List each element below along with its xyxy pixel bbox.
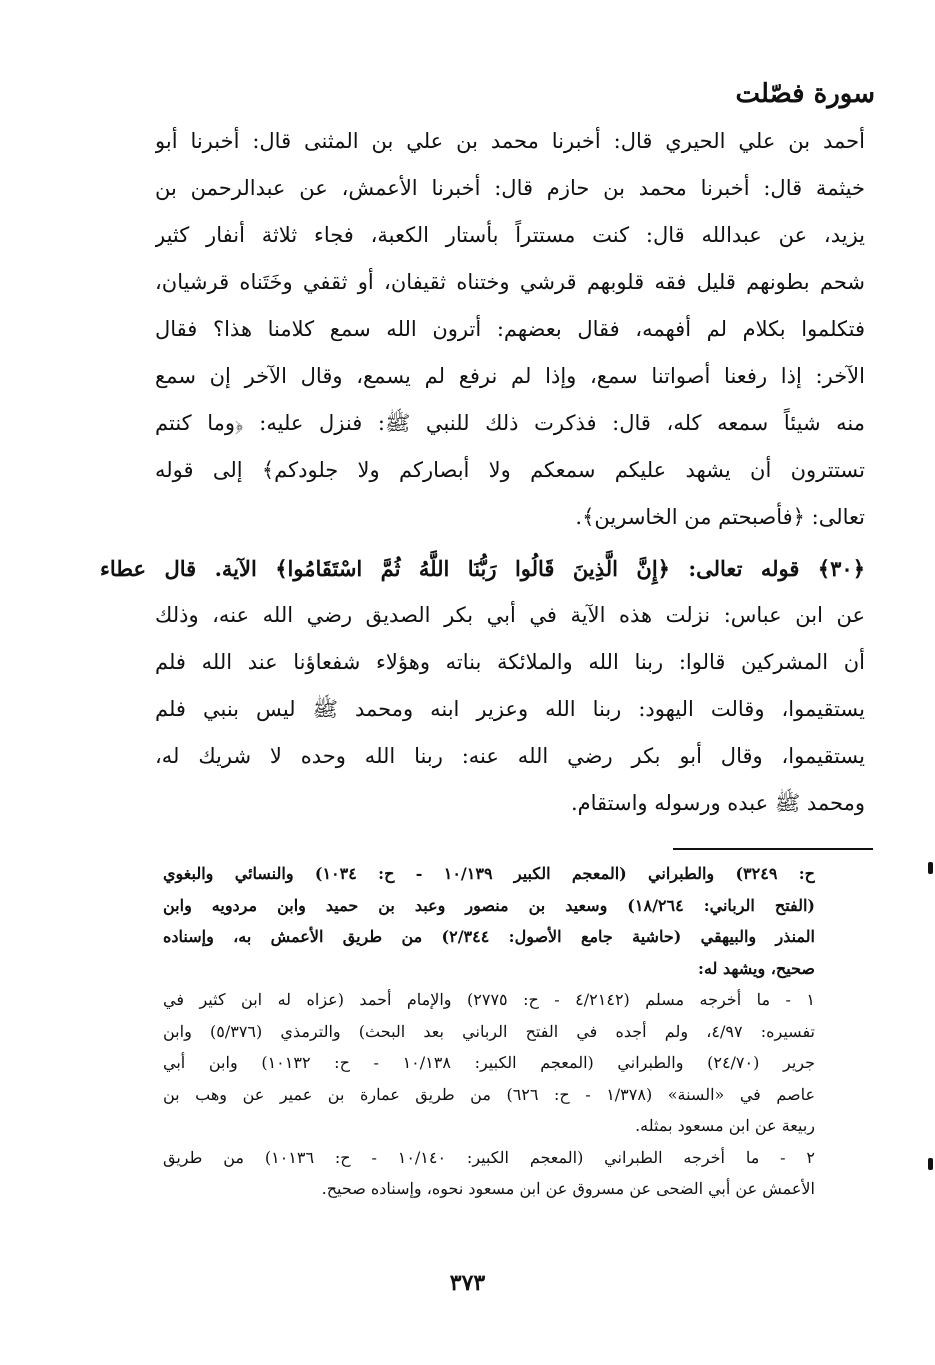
verse-heading-text: ﴿٣٠﴾ قوله تعالى: ﴿إِنَّ الَّذِينَ قَالُوا رَبُّنَا اللَّهُ ثُمَّ اسْتَقَامُوا﴾ الآية. قال عطاء [100,556,865,581]
text-line: خيثمة قال: أخبرنا محمد بن حازم قال: أخبرنا الأعمش، عن عبدالرحمن بن [155,176,865,200]
text-line: عن ابن عباس: نزلت هذه الآية في أبي بكر الصديق رضي الله عنه، وذلك [155,603,865,627]
footnote-line: ٢ - ما أخرجه الطبراني (المعجم الكبير: ١٠/١٤٠ - ح: ١٠١٣٦) من طريق [163,1147,815,1167]
footnote-line: المنذر والبيهقي (حاشية جامع الأصول: ٢/٣٤٤) من طريق الأعمش به، وإسناده [163,927,815,946]
footnote-line: الأعمش عن أبي الضحى عن مسروق عن ابن مسعود نحوه، وإسناده صحيح. [321,1179,815,1198]
text-line: الآخر: إذا رفعنا أصواتنا سمع، وإذا لم نرفع لم يسمع، وقال الآخر إن سمع [155,364,865,388]
footnote-line: عاصم في «السنة» (١/٣٧٨ - ح: ٦٢٦) من طريق عمارة بن عمير عن وهب بن [163,1084,815,1104]
footnote-line: صحيح، ويشهد له: [698,958,815,978]
footnote-line: ح: ٣٢٤٩) والطبراني (المعجم الكبير ١٠/١٣٩ - ح: ١٠٣٤) والنسائي والبغوي [163,864,815,883]
verse-commentary [155,592,865,827]
text-line: تستترون أن يشهد عليكم سمعكم ولا أبصاركم ولا جلودكم﴾ إلى قوله [155,458,865,482]
text-line: ومحمد ﷺ عبده ورسوله واستقام. [570,791,865,815]
footnote-line: (الفتح الرباني: ١٨/٢٦٤) وسعيد بن منصور وعبد بن حميد وابن مردويه وابن [163,895,815,915]
footnotes [163,858,815,1205]
footnote-line: ربيعة عن ابن مسعود بمثله. [635,1116,815,1135]
text-line: أحمد بن علي الحيري قال: أخبرنا محمد بن علي بن المثنى قال: أخبرنا أبو [155,129,865,153]
text-line: شحم بطونهم قليل فقه قلوبهم قرشي وختناه ثقيفان، أو ثقفي وخَتَناه قرشيان، [155,270,865,294]
verse-heading [100,545,865,592]
scan-mark [928,1158,933,1170]
text-line: يستقيموا، وقالت اليهود: ربنا الله وعزير ابنه ومحمد ﷺ ليس بنبي فلم [155,697,865,721]
footnote-line: ١ - ما أخرجه مسلم (٤/٢١٤٢ - ح: ٢٧٧٥) والإمام أحمد (عزاه له ابن كثير في [163,990,815,1009]
footnote-line: تفسيره: ٤/٩٧، ولم أجده في الفتح الرباني بعد البحث) والترمذي (٥/٣٧٦) وابن [163,1021,815,1041]
surah-header: سورة فصّلت [735,79,875,109]
page-number: ٣٧٣ [449,1270,486,1296]
text-line: فتكلموا بكلام لم أفهمه، فقال بعضهم: أترون الله سمع كلامنا هذا؟ فقال [155,317,865,341]
footnote-line: جرير (٢٤/٧٠) والطبراني (المعجم الكبير: ١٠/١٣٨ - ح: ١٠١٣٢) وابن أبي [163,1053,815,1072]
text-line: يستقيموا، وقال أبو بكر رضي الله عنه: ربنا الله وحده لا شريك له، [155,744,865,768]
text-line: منه شيئاً سمعه كله، قال: فذكرت ذلك للنبي ﷺ: فنزل عليه: ﴿وما كنتم [155,411,865,435]
text-line: يزيد، عن عبدالله قال: كنت مستتراً بأستار الكعبة، فجاء ثلاثة أنفار كثير [155,223,865,247]
text-line: أن المشركين قالوا: ربنا الله والملائكة بناته وهؤلاء شفعاؤنا عند الله فلم [155,650,865,674]
main-text [155,118,865,541]
text-line: تعالى: ﴿فأصبحتم من الخاسرين﴾. [575,505,865,529]
scan-mark [928,862,933,874]
footnote-divider [673,848,873,850]
